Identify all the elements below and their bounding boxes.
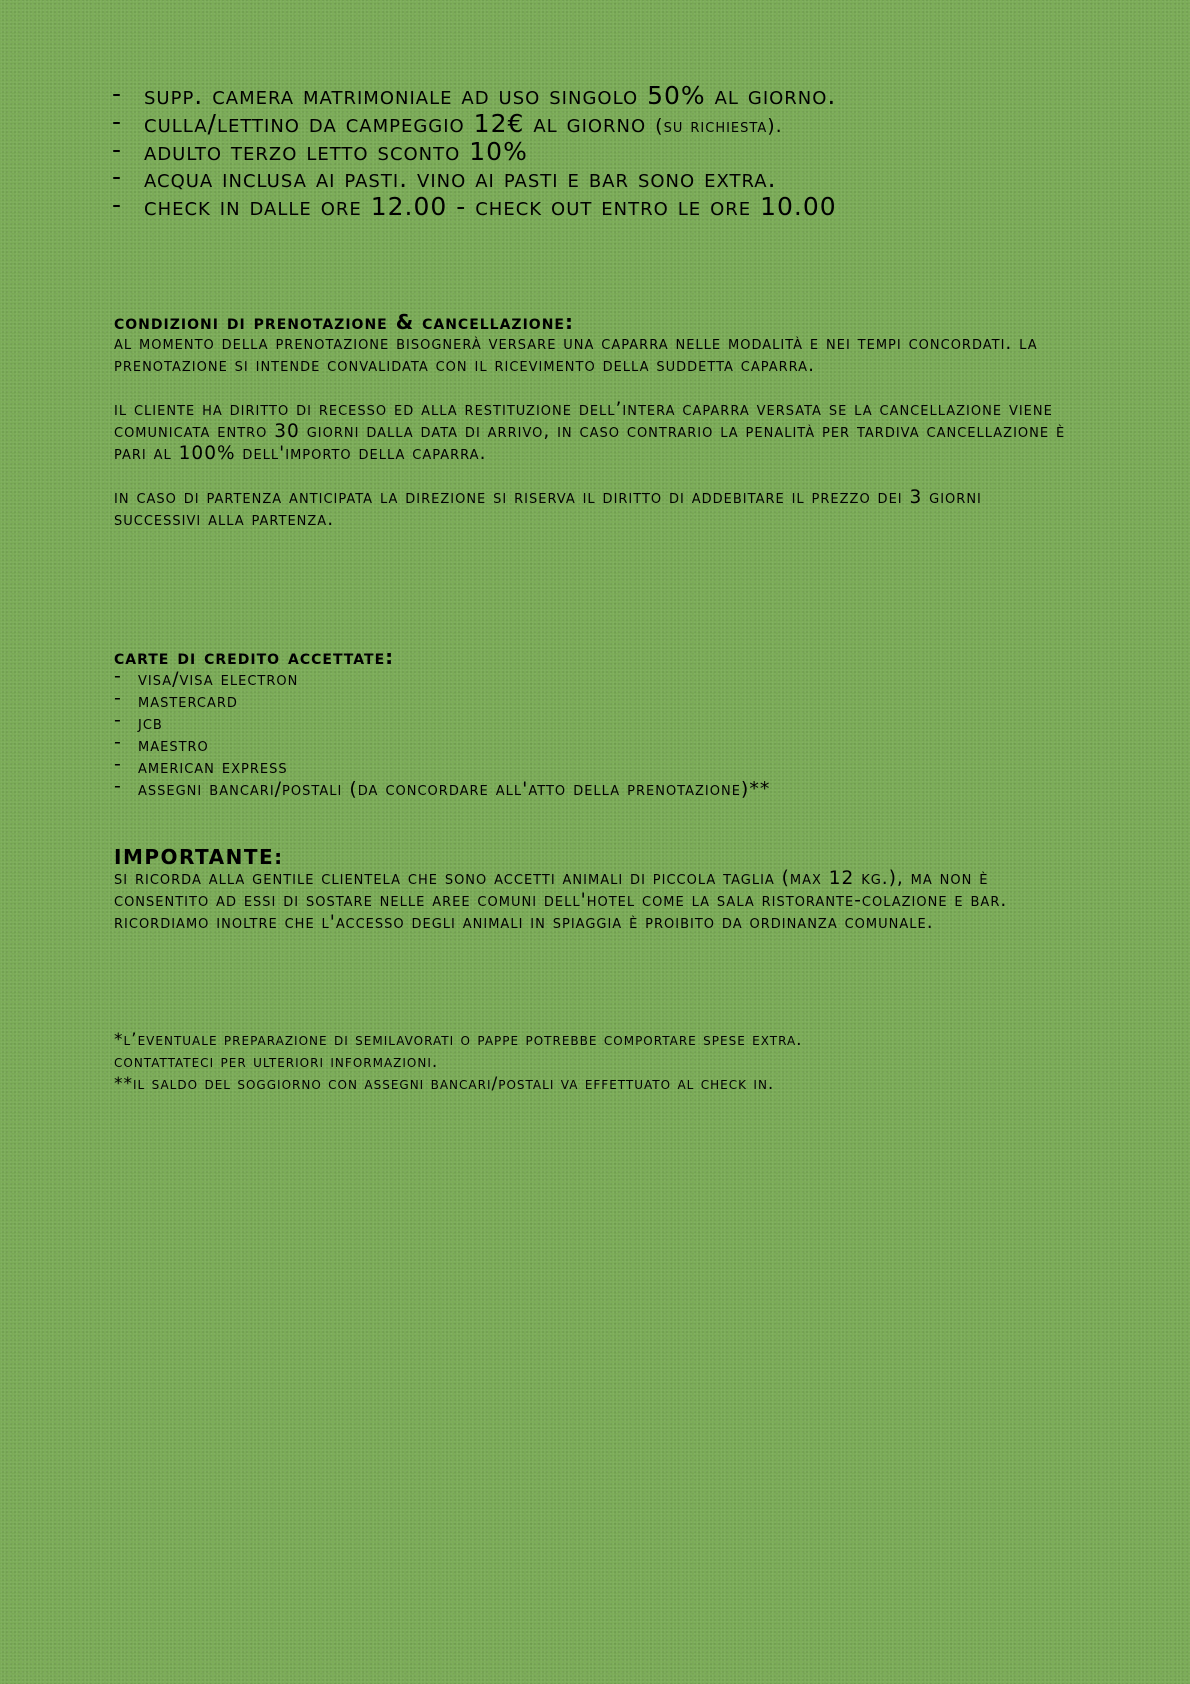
bullet-dash: - [112, 190, 123, 220]
list-item-note: (su richiesta). [655, 114, 783, 137]
important-colon: : [274, 845, 284, 869]
list-item [114, 687, 1074, 712]
booking-paragraph-3: in caso di partenza anticipata la direzione si riserva il diritto di addebitare il prezzo dei 3 giorni successivi alla partenza. [114, 487, 982, 530]
bullet-dash: - [114, 665, 122, 687]
list-item [114, 753, 1074, 778]
bullet-dash: - [114, 775, 122, 797]
list-item-text: acqua inclusa ai pasti. vino ai pasti e bar sono extra. [144, 164, 777, 194]
bullet-dash: - [114, 709, 122, 731]
booking-paragraph-2: il cliente ha diritto di recesso ed alla restituzione dell’intera caparra versata se la cancellazione viene comunicata entro 30 giorni dalla data di arrivo, in caso contrario la penalità per tardiva cancellazione è pari al 100% dell'importo della caparra. [114, 399, 1066, 464]
list-item [112, 134, 837, 166]
list-item [114, 709, 1074, 734]
card-name: maestro [138, 734, 209, 756]
bullet-dash: - [112, 106, 123, 136]
list-item-text: adulto terzo letto sconto 10% [144, 136, 528, 166]
cards-list [114, 665, 1074, 800]
booking-heading: condizioni di prenotazione & cancellazione: [114, 310, 574, 334]
important-heading [114, 846, 1074, 868]
bullet-dash: - [114, 753, 122, 775]
important-section [114, 846, 1074, 934]
list-item [114, 665, 1074, 690]
footnote-line-3: **il saldo del soggiorno con assegni bancari/postali va effettuato al check in. [114, 1074, 775, 1094]
list-item [112, 106, 837, 138]
important-title: IMPORTANTE [114, 845, 275, 869]
footnotes-section [114, 1029, 1074, 1095]
card-name: assegni bancari/postali (da concordare all'atto della prenotazione)** [138, 778, 771, 800]
bullet-dash: - [114, 731, 122, 753]
card-name: visa/visa electron [138, 668, 299, 690]
list-item [114, 731, 1074, 756]
bullet-dash: - [112, 134, 123, 164]
list-item [112, 79, 837, 110]
list-item-text: check in dalle ore 12.00 - check out entro le ore 10.00 [144, 192, 837, 222]
list-item-text: supp. camera matrimoniale ad uso singolo 50% al giorno. [144, 81, 837, 110]
card-name: jcb [138, 712, 163, 734]
booking-conditions-section [114, 311, 1074, 531]
bullet-dash: - [114, 687, 122, 709]
list-item [112, 162, 837, 194]
cards-heading: carte di credito accettate: [114, 645, 395, 669]
booking-paragraph-1: al momento della prenotazione bisognerà versare una caparra nelle modalità e nei tempi concordati. la prenotazione si intende convalidata con il ricevimento della suddetta caparra. [114, 333, 1038, 376]
bullet-dash: - [112, 162, 123, 192]
list-item [112, 190, 837, 222]
credit-cards-section [114, 646, 1074, 800]
list-item-text: culla/lettino da campeggio 12€ al giorno [144, 108, 647, 138]
card-name: american express [138, 756, 288, 778]
footnote-line-1: *l’eventuale preparazione di semilavorati o pappe potrebbe comportare spese extra. [114, 1030, 803, 1050]
footnote-line-2: contattateci per ulteriori informazioni. [114, 1052, 439, 1072]
list-item [114, 775, 1074, 800]
card-name: mastercard [138, 690, 238, 712]
bullet-dash: - [112, 79, 123, 108]
supplements-list [112, 79, 837, 222]
important-text: si ricorda alla gentile clientela che sono accetti animali di piccola taglia (max 12 kg.), ma non è consentito ad essi di sostare nelle aree comuni dell'hotel come la sala ristorante-colazione e bar. ricordiamo inoltre che l'accesso degli animali in spiaggia è proibito da ordinanza comunale. [114, 868, 1008, 933]
